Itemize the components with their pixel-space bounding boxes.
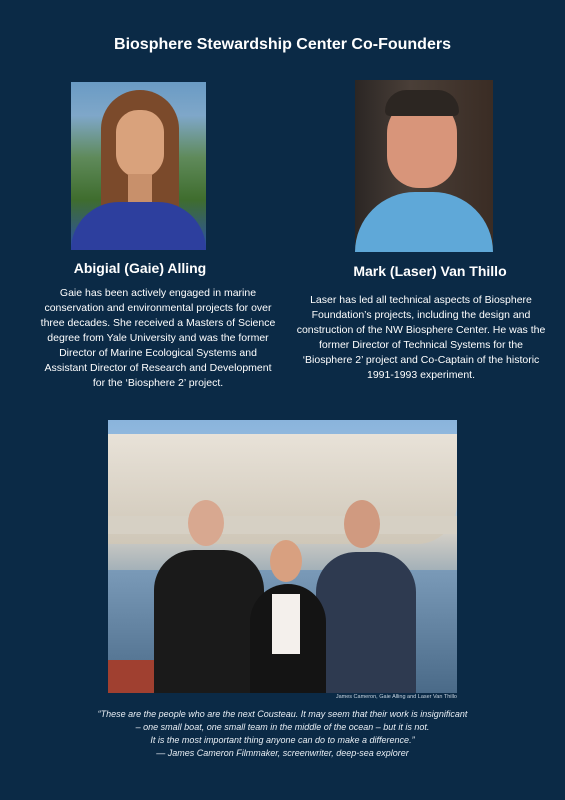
photo-neck [128, 174, 152, 204]
photo-clothing [355, 192, 493, 252]
quote-line: “These are the people who are the next Cousteau. It may seem that their work is insignificant [97, 709, 468, 719]
founder-bio-gaie: Gaie has been actively engaged in marine conservation and environmental projects for over three decades. She received a Masters of Science degree from Yale University and was the former Director of Marine Ecological Systems and Assistant Director of Research and Development for the ‘Biosphere 2’ project. [40, 287, 276, 389]
photo-caption: James Cameron, Gaie Alling and Laser Van Thillo [335, 694, 457, 700]
founder-name-gaie: Abigial (Gaie) Alling [73, 260, 207, 276]
photo-face [116, 110, 164, 178]
mark-portrait-photo [355, 80, 493, 252]
photo-clothing [71, 202, 206, 250]
quote-line: – one small boat, one small team in the middle of the ocean – but it is not. [135, 722, 430, 732]
quote-line: It is the most important thing anyone can do to make a difference.” [150, 735, 415, 745]
gaie-portrait-photo [71, 82, 206, 250]
photo-person-laser [316, 500, 416, 693]
photo-hair [385, 90, 459, 116]
page-title: Biosphere Stewardship Center Co-Founders [114, 36, 451, 53]
founder-name-mark: Mark (Laser) Van Thillo [353, 263, 507, 279]
quote-attribution: — James Cameron Filmmaker, screenwriter, deep-sea explorer [156, 748, 409, 758]
founder-bio-mark: Laser has led all technical aspects of Biosphere Foundation’s projects, including the design and construction of the NW Biosphere Center. He was the former Director of Technical Systems for the ‘Biosphere 2’ project and Co-Captain of the historic 1991-1993 experiment. [296, 294, 546, 381]
photo-person-gaie [248, 540, 328, 693]
quote-block [60, 708, 505, 760]
group-photo [108, 420, 457, 693]
